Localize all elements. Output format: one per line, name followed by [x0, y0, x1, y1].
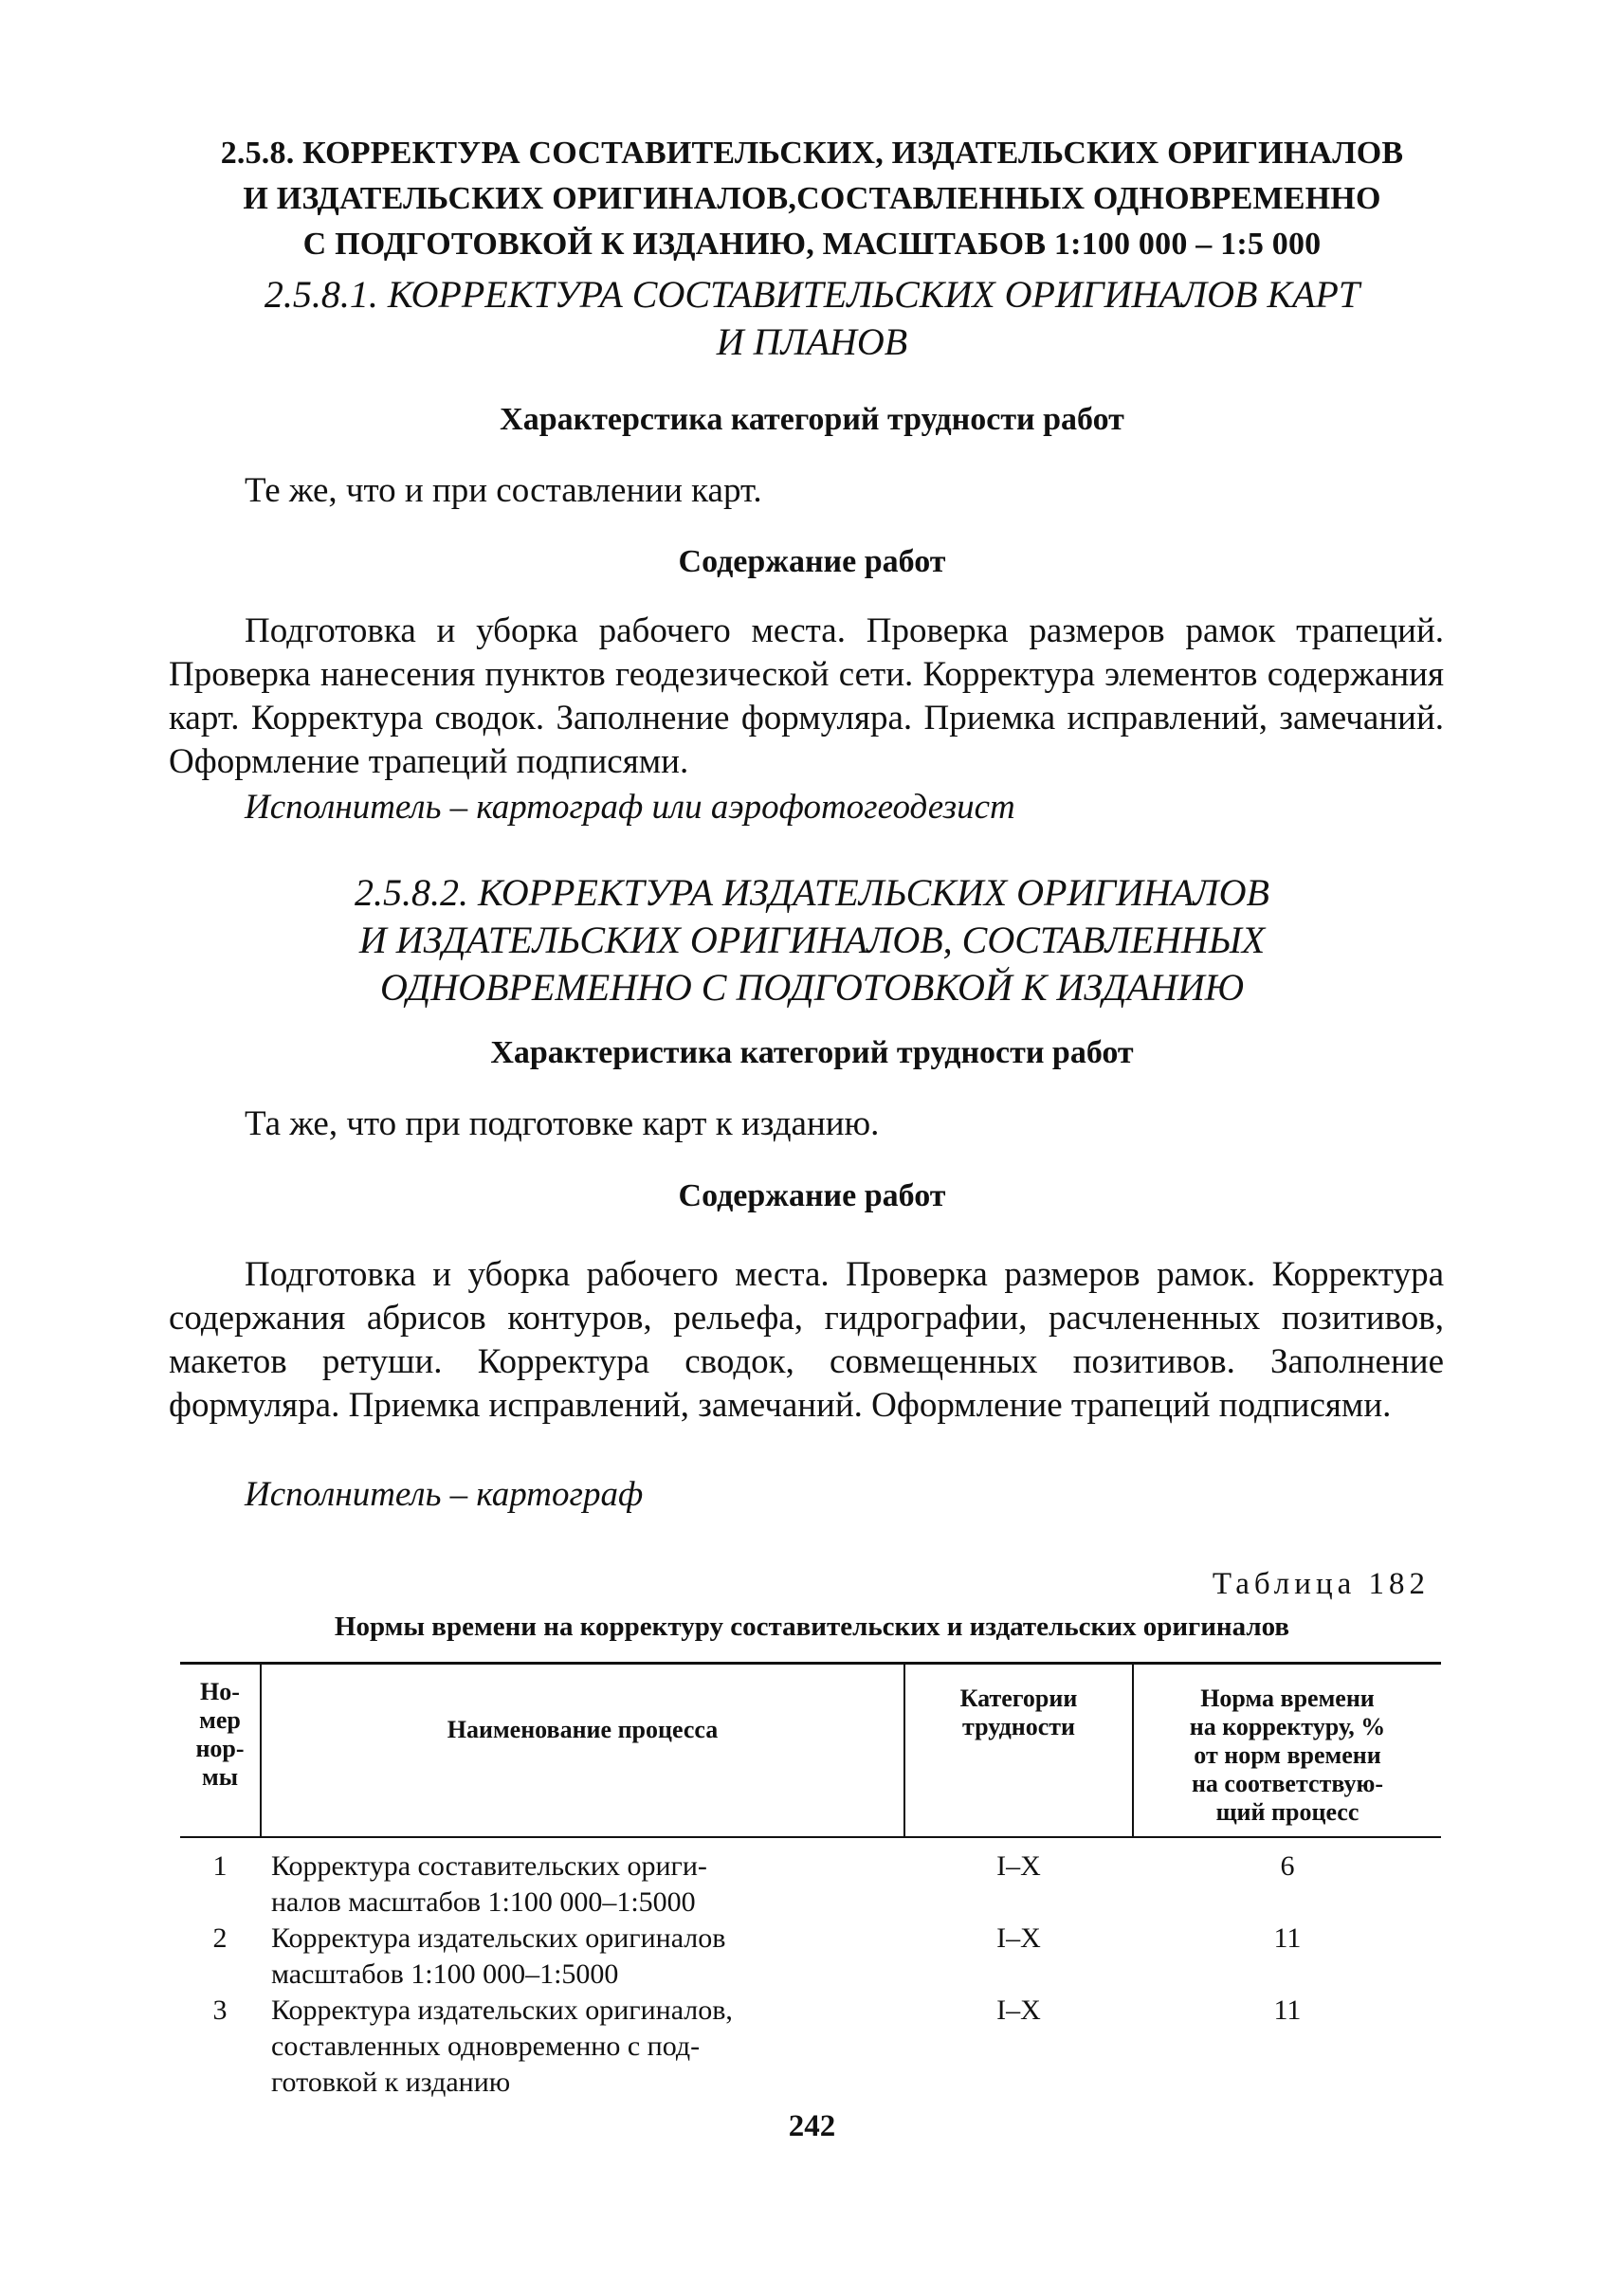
- subsection-2-title-line: ОДНОВРЕМЕННО С ПОДГОТОВКОЙ К ИЗДАНИЮ: [379, 966, 1245, 1009]
- section-title-line: И ИЗДАТЕЛЬСКИХ ОРИГИНАЛОВ,СОСТАВЛЕННЫХ ОДНОВРЕМЕННО: [243, 181, 1381, 216]
- table-header-norm: [1134, 1685, 1441, 1827]
- subsection-2-title-line: И ИЗДАТЕЛЬСКИХ ОРИГИНАЛОВ, СОСТАВЛЕННЫХ: [358, 919, 1266, 961]
- table-header-number-line: мер: [199, 1706, 241, 1734]
- section-title-line: 2.5.8. КОРРЕКТУРА СОСТАВИТЕЛЬСКИХ, ИЗДАТЕЛЬСКИХ ОРИГИНАЛОВ: [220, 136, 1404, 171]
- table-cell-line: Корректура составительских ориги-: [271, 1850, 707, 1882]
- subsection-2-char-heading: Характеристика категорий трудности работ: [490, 1035, 1134, 1070]
- table-cell-norm: 11: [1273, 1994, 1302, 2026]
- table-top-rule: [180, 1662, 1441, 1665]
- table-cell-process-name: [271, 1921, 897, 1993]
- subsection-1-content-heading: Содержание работ: [678, 544, 946, 579]
- table-header-number: [180, 1678, 260, 1792]
- table-header-process-name: Наименование процесса: [447, 1716, 719, 1743]
- table-cell-line: масштабов 1:100 000–1:5000: [271, 1958, 619, 1990]
- subsection-1-executor: Исполнитель – картограф или аэрофотогеодезист: [245, 788, 1015, 827]
- table-header-norm-line: на корректуру, %: [1189, 1713, 1386, 1740]
- table-header-category-line: трудности: [962, 1713, 1075, 1740]
- subsection-2-content-body: Подготовка и уборка рабочего места. Проверка размеров рамок. Корректура содержания абрисов контуров, рельефа, гидрографии, расчлененных позитивов, макетов ретуши. Корректура сводок, совмещенных позитивов. Заполнение формуляра. Приемка исправлений, замечаний. Оформление трапеций подписями.: [169, 1255, 1444, 1425]
- subsection-1-title-line: 2.5.8.1. КОРРЕКТУРА СОСТАВИТЕЛЬСКИХ ОРИГИНАЛОВ КАРТ: [264, 273, 1360, 316]
- subsection-2-title-line: 2.5.8.2. КОРРЕКТУРА ИЗДАТЕЛЬСКИХ ОРИГИНАЛОВ: [355, 871, 1269, 914]
- table-header-category: [905, 1685, 1132, 1741]
- subsection-1-title-line: И ПЛАНОВ: [716, 320, 908, 363]
- table-cell-norm: 6: [1280, 1850, 1295, 1882]
- subsection-2-executor: Исполнитель – картограф: [245, 1475, 644, 1514]
- table-cell-line: готовкой к изданию: [271, 2067, 511, 2098]
- table-cell-line: составленных одновременно с под-: [271, 2031, 701, 2062]
- table-cell-category: I–X: [996, 1994, 1041, 2026]
- section-title-line: С ПОДГОТОВКОЙ К ИЗДАНИЮ, МАСШТАБОВ 1:100 000 – 1:5 000: [302, 227, 1322, 262]
- table-header-number-line: нор-: [195, 1735, 245, 1762]
- table-number: Таблица 182: [1212, 1567, 1430, 1601]
- table-cell-norm: 11: [1273, 1922, 1302, 1954]
- table-cell-process-name: [271, 1849, 897, 1921]
- section-title: [142, 131, 1482, 267]
- table-header-rule: [180, 1836, 1441, 1838]
- subsection-2-char-text: Та же, что при подготовке карт к изданию.: [245, 1104, 880, 1143]
- table-caption: Нормы времени на корректуру составительских и издательских оригиналов: [334, 1612, 1290, 1642]
- table-cell-number: 1: [212, 1850, 228, 1882]
- subsection-1-content-body: Подготовка и уборка рабочего места. Проверка размеров рамок трапеций. Проверка нанесения пунктов геодезической сети. Корректура элементов содержания карт. Корректура сводок. Заполнение формуляра. Приемка исправлений, замечаний. Оформление трапеций подписями.: [169, 611, 1444, 781]
- table-header-category-line: Категории: [959, 1685, 1078, 1712]
- table-cell-category: I–X: [996, 1850, 1041, 1882]
- table-cell-line: Корректура издательских оригиналов,: [271, 1994, 733, 2026]
- table-cell-line: Корректура издательских оригиналов: [271, 1922, 726, 1954]
- subsection-1-char-text: Те же, что и при составлении карт.: [245, 471, 762, 510]
- table-cell-category: I–X: [996, 1922, 1041, 1954]
- table-header-norm-line: от норм времени: [1194, 1741, 1381, 1769]
- table-cell-number: 2: [212, 1922, 228, 1954]
- subsection-2-title: [142, 869, 1482, 1011]
- subsection-1-char-heading: Характерстика категорий трудности работ: [500, 402, 1124, 437]
- subsection-1-title: [142, 271, 1482, 366]
- table-header-number-line: мы: [201, 1763, 238, 1791]
- table-cell-process-name: [271, 1993, 897, 2101]
- table-header-norm-line: на соответствую-: [1191, 1770, 1384, 1797]
- table-header-norm-line: Норма времени: [1200, 1685, 1375, 1712]
- table-header-number-line: Но-: [200, 1678, 240, 1705]
- subsection-1-content-text: [169, 610, 1444, 784]
- table-column-divider: [260, 1664, 262, 1836]
- subsection-2-content-text: [169, 1253, 1444, 1428]
- table-header-norm-line: щий процесс: [1215, 1798, 1359, 1826]
- subsection-2-content-heading: Содержание работ: [678, 1178, 946, 1213]
- table-cell-number: 3: [212, 1994, 228, 2026]
- page-number: 242: [788, 2109, 836, 2143]
- table-cell-line: налов масштабов 1:100 000–1:5000: [271, 1886, 696, 1918]
